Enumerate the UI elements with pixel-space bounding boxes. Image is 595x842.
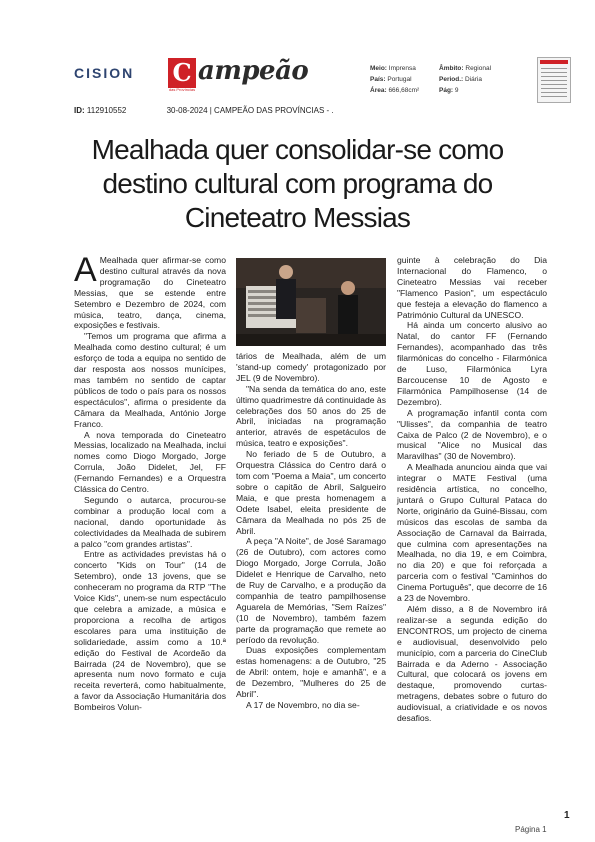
page-number: 1 [564, 810, 570, 821]
meio-label: Meio: [370, 65, 387, 72]
page-label: Página 1 [515, 825, 547, 834]
paragraph: Além disso, a 8 de Novembro irá realizar-se a segunda edição do ENCONTROS, um projecto de cinema e audiovisual, desenvolvido pelo município, com a parceria do CineClub Bairrada e da Aderno - Associação Cultural, que colocará os jovens em destaque, promovendo curtas-metragens, debates sobre o futuro do audiovisual, a criatividade e os novos desafios. [397, 604, 547, 724]
paragraph: A programação infantil conta com "Ulisses", da companhia de teatro Caixa de Palco (2 de Novembro), e o musical "Alice no Musical das Maravilhas" (30 de Novembro). [397, 407, 547, 462]
period-value: Diária [465, 76, 482, 83]
area-value: 666,68cm² [388, 87, 420, 94]
paragraph: Mealhada quer afirmar-se como destino cultural através da nova programação do Cineteatro Messias, que se estende entre Setembro e Dezembro de 2024, com música, teatro, dança, cinema, exposições e festivais. [74, 255, 226, 331]
paragraph: Segundo o autarca, procurou-se combinar a produção local com a nacional, dando oportunidade às colectividades da Mealhada de subirem a palco "com grandes artistas". [74, 494, 226, 549]
article-column-2 [236, 351, 386, 711]
meio-value: Imprensa [388, 65, 416, 72]
paragraph: tários de Mealhada, além de um 'stand-up comedy' protagonizado por JEL (9 de Novembro). [236, 351, 386, 383]
publication-logo [168, 58, 328, 92]
pag-label: Pág: [439, 87, 454, 94]
id-label: ID: [74, 106, 85, 115]
paragraph: Duas exposições complementam estas homenagens: a de Outubro, "25 de Abril: ontem, hoje e amanhã", e a de Dezembro, "Mulheres do 25 de Abril". [236, 645, 386, 700]
article-column-3 [397, 255, 547, 724]
page-thumbnail[interactable] [537, 57, 571, 103]
publication-logo-sub: das Províncias [168, 87, 196, 92]
article-photo [236, 258, 386, 346]
publication-logo-mark: C [168, 58, 196, 88]
paragraph: "Temos um programa que afirma a Mealhada como destino cultural; é um esforço de toda a equipa no sentido de dar resposta aos nossos munícipes, mas também no sentido de captar públicos de todo o país para os nossos espectáculos", afirma o presidente da Câmara da Mealhada, António Jorge Franco. [74, 331, 226, 429]
date-source: 30-08-2024 | CAMPEÃO DAS PROVÍNCIAS - . [166, 106, 334, 115]
paragraph: Há ainda um concerto alusivo ao Natal, do cantor FF (Fernando Fernandes), acompanhado das três filarmónicas do concelho - Filarmónica de Luso, Filarmónica Lyra Barcoucense 10 de Agosto e Filarmónica Pampilhosense (14 de Dezembro). [397, 320, 547, 407]
paragraph: "Na senda da temática do ano, este último quadrimestre dá continuidade às celebrações dos 50 anos do 25 de Abril, iniciadas na programação anterior, através de espetáculos de música, teatro e exposições". [236, 383, 387, 449]
period-label: Period.: [439, 76, 464, 83]
paragraph: A 17 de Novembro, no dia se- [246, 700, 360, 710]
paragraph: Entre as actividades previstas há o concerto "Kids on Tour" (14 de Setembro), onde 13 jovens, que se conheceram no programa da RTP "The Voice Kids", unem-se num espectáculo que celebra a amizade, a música e proporciona a recolha de artigos escolares para uma instituição de solidariedade, assim como a 10.ª edição do Festival de Acordeão da Bairrada (24 de Novembro), que se apresenta num novo formato e cuja receita reverterá, como habitualmente, a favor da Associação Humanitária dos Bombeiros Volun- [74, 549, 226, 713]
area-label: Área: [370, 87, 387, 94]
drop-cap: A [74, 251, 97, 289]
paragraph: guinte à celebração do Dia Internacional do Flamenco, o Cineteatro Messias vai receber "Flamenco Pasion", um espectáculo que festeja a elevação do flamenco a Património Cultural da UNESCO. [397, 255, 547, 320]
pais-value: Portugal [387, 76, 412, 83]
meta-right [439, 63, 519, 96]
pais-label: País: [370, 76, 386, 83]
clipping-id-line [74, 106, 334, 115]
publication-logo-text: ampeão [198, 56, 309, 86]
article-column-1 [74, 251, 226, 713]
paragraph: A peça "A Noite", de José Saramago (26 de Outubro), com actores como Diogo Morgado, Jorge Corrula, João Didelet e Henrique de Carvalho, neto de Ruy de Carvalho, e a produção da companhia de teatro pampilhosense Aguarela de Memórias, "Sem Raízes" (10 de Novembro), também fazem parte da programação que remete ao período da revolução. [236, 536, 386, 645]
paragraph: No feriado de 5 de Outubro, a Orquestra Clássica do Centro dará o tom com "Poema a Maia", um concerto sobre o capitão de Abril, Salgueiro Maia, e que presta homenagem a Odete Isabel, eleita presidente de Câmara da Mealhada no pós 25 de Abril. [236, 449, 386, 536]
pag-value: 9 [454, 87, 459, 94]
paragraph: A nova temporada do Cineteatro Messias, localizado na Mealhada, inclui nomes como Diogo Morgado, Jorge Corrula, João Didelet, Jel, FF (Fernando Fernandes) e a Orquestra Clássica do Centro. [74, 429, 226, 495]
article-headline: Mealhada quer consolidar-se como destino cultural com programa do Cineteatro Messias [91, 134, 504, 233]
cision-logo: CISION [74, 65, 135, 81]
ambito-value: Regional [465, 65, 492, 72]
meta-left [370, 63, 440, 96]
id-value: 112910552 [86, 106, 127, 115]
paragraph: A Mealhada anunciou ainda que vai integrar o MATE Festival (uma residência artística, no concelho, juntará o Grupo Cultural Pataca do Norte, originário da Guiné-Bissau, com músicos das escolas de samba da Associação de Carnaval da Bairrada, que culmina com apresentações na Mealhada, no dia 19, e em Coimbra, no dia 20) e que foi reforçada a parceria com o festival "Caminhos do Cinema Português", que decorre de 16 a 23 de Novembro. [397, 462, 547, 604]
ambito-label: Âmbito: [439, 65, 464, 72]
